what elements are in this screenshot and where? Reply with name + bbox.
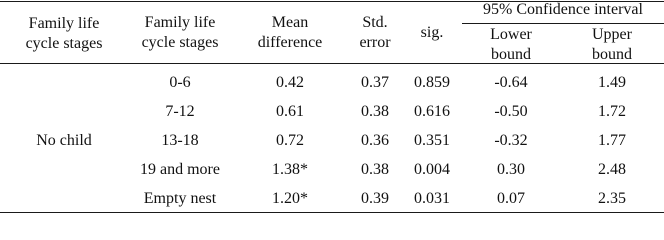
header-lower-line1: Lower bbox=[490, 26, 532, 43]
row-std-error: 0.39 bbox=[361, 190, 389, 207]
row-mean-difference: 0.72 bbox=[276, 132, 304, 149]
header-stage-a-line2: cycle stages bbox=[25, 35, 103, 52]
group-label: No child bbox=[36, 132, 92, 149]
header-stage-b-line1: Family life bbox=[144, 14, 216, 31]
row-sig: 0.859 bbox=[414, 74, 450, 91]
row-stage: 7-12 bbox=[165, 103, 195, 120]
header-stage-b-line2: cycle stages bbox=[141, 34, 219, 51]
row-upper-bound: 2.35 bbox=[598, 190, 626, 207]
header-confidence-interval: 95% Confidence interval bbox=[483, 1, 643, 18]
row-upper-bound: 1.72 bbox=[598, 103, 626, 120]
row-lower-bound: -0.64 bbox=[494, 74, 528, 91]
row-stage: 0-6 bbox=[169, 74, 191, 91]
row-mean-difference: 1.20* bbox=[272, 190, 308, 207]
header-lower-bound bbox=[462, 25, 560, 65]
row-mean-difference: 0.42 bbox=[276, 74, 304, 91]
row-upper-bound: 1.49 bbox=[598, 74, 626, 91]
row-sig: 0.351 bbox=[414, 132, 450, 149]
row-sig: 0.004 bbox=[414, 161, 450, 178]
header-err-line1: Std. bbox=[362, 14, 388, 31]
header-upper-bound bbox=[560, 25, 664, 65]
row-sig: 0.616 bbox=[414, 103, 450, 120]
header-mean-difference bbox=[232, 13, 348, 53]
header-stage-a-line1: Family life bbox=[28, 15, 100, 32]
row-lower-bound: -0.50 bbox=[494, 103, 528, 120]
row-lower-bound: 0.30 bbox=[497, 161, 525, 178]
row-mean-difference: 0.61 bbox=[276, 103, 304, 120]
header-sig: sig. bbox=[420, 24, 444, 41]
row-lower-bound: 0.07 bbox=[497, 190, 525, 207]
row-upper-bound: 2.48 bbox=[598, 161, 626, 178]
header-upper-line1: Upper bbox=[592, 26, 632, 43]
row-lower-bound: -0.32 bbox=[494, 132, 528, 149]
header-lower-line2: bound bbox=[491, 46, 531, 63]
row-mean-difference: 1.38* bbox=[272, 161, 308, 178]
confidence-interval-rule bbox=[462, 23, 664, 24]
row-std-error: 0.37 bbox=[361, 74, 389, 91]
row-std-error: 0.38 bbox=[361, 161, 389, 178]
row-stage: 19 and more bbox=[140, 161, 220, 178]
row-upper-bound: 1.77 bbox=[598, 132, 626, 149]
row-std-error: 0.36 bbox=[361, 132, 389, 149]
header-std-error bbox=[348, 13, 402, 53]
row-std-error: 0.38 bbox=[361, 103, 389, 120]
header-mean-line1: Mean bbox=[271, 14, 309, 31]
row-sig: 0.031 bbox=[414, 190, 450, 207]
row-stage: Empty nest bbox=[143, 190, 217, 207]
header-err-line2: error bbox=[359, 34, 391, 51]
table-bottom-rule bbox=[0, 212, 664, 213]
header-stage-a bbox=[0, 14, 128, 54]
header-stage-b bbox=[128, 13, 232, 53]
row-stage: 13-18 bbox=[161, 132, 199, 149]
header-upper-line2: bound bbox=[592, 46, 632, 63]
header-mean-line2: difference bbox=[257, 34, 323, 51]
